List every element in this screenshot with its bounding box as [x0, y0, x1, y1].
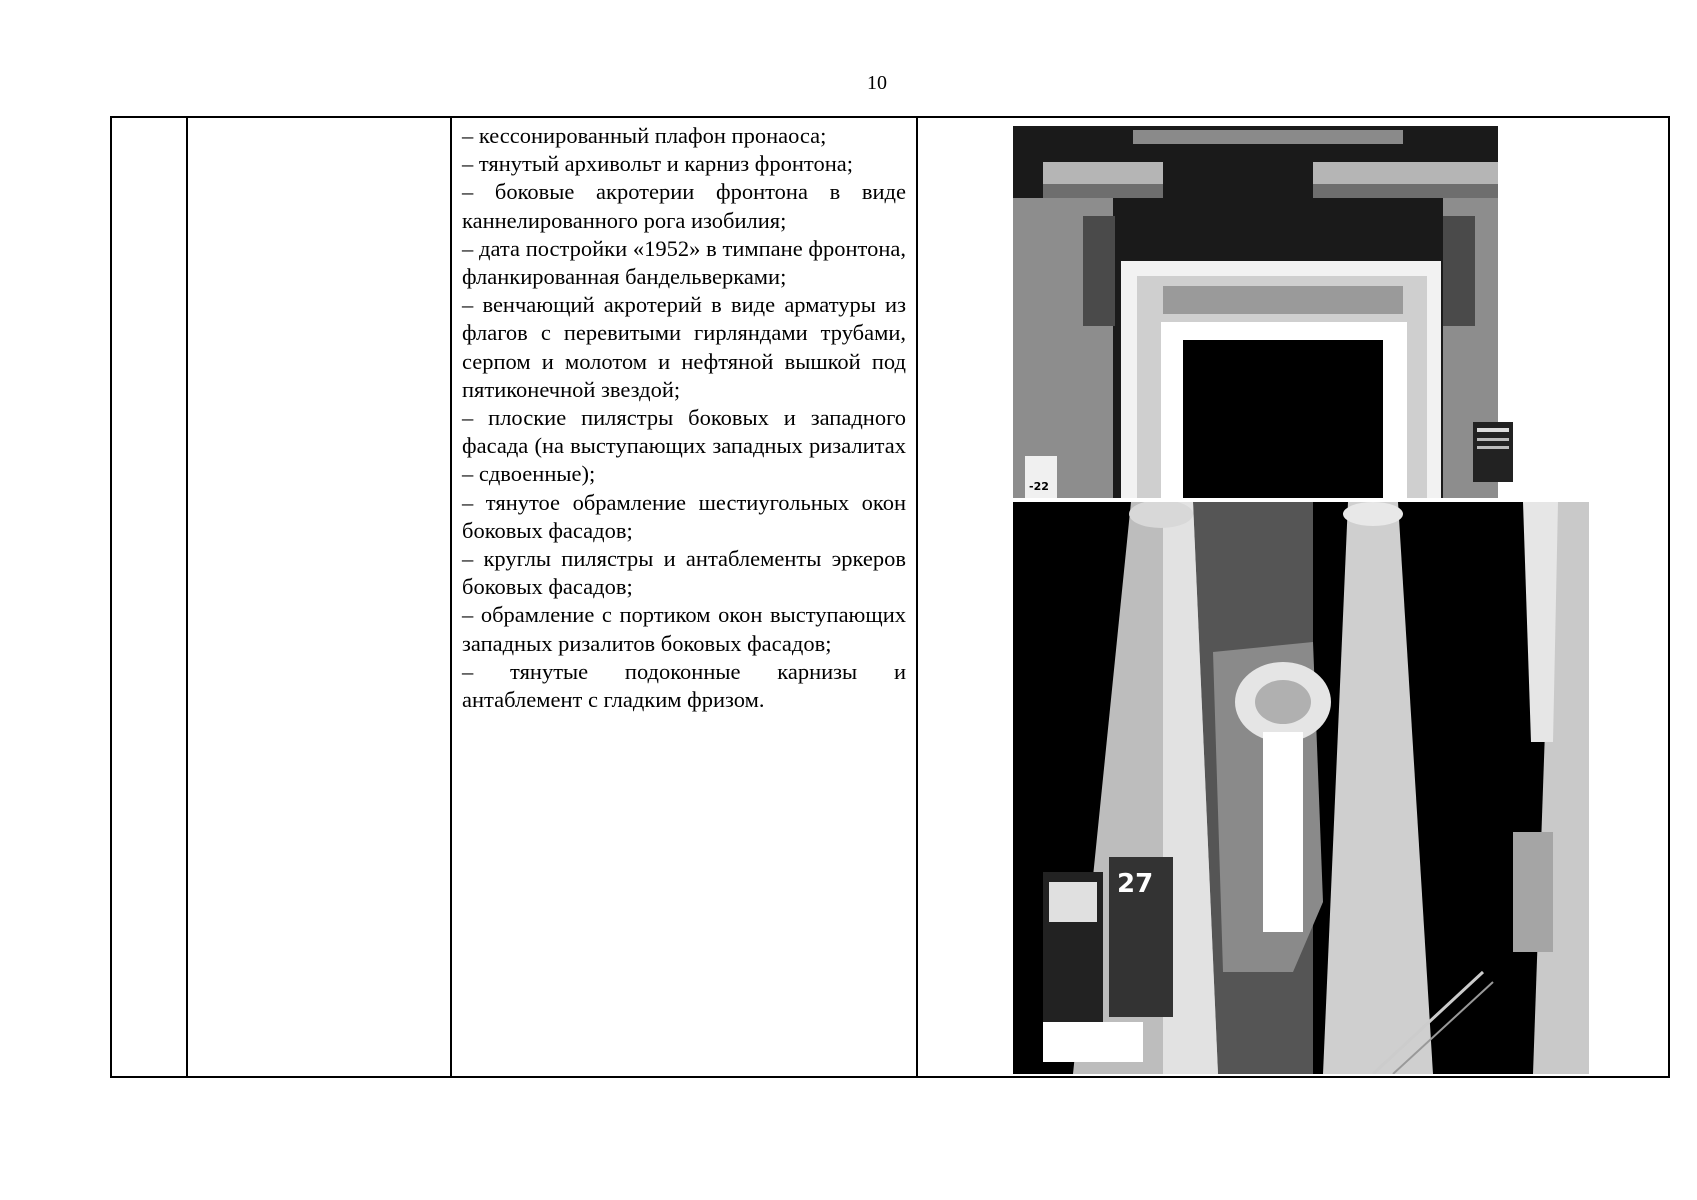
page-number: 10 — [867, 72, 887, 94]
list-item: – круглы пилястры и антаблементы эркеров боковых фасадов; — [462, 546, 906, 600]
elements-list-cell — [462, 122, 906, 714]
list-item: – венчающий акротерий в виде арматуры из флагов с перевитыми гирляндами трубами, серпом и молотом и нефтяной вышкой под пятиконечной звездой; — [462, 292, 906, 402]
list-item: – тянутый архивольт и карниз фронтона; — [462, 151, 853, 177]
table-bottom-border — [110, 1076, 1670, 1078]
document-table — [110, 116, 1670, 1078]
list-item: – тянутое обрамление шестиугольных окон боковых фасадов; — [462, 489, 906, 543]
list-item: – тянутые подоконные карнизы и антаблемент с гладким фризом. — [462, 658, 906, 713]
table-column-divider — [186, 116, 188, 1078]
table-column-divider — [916, 116, 918, 1078]
list-item: – кессонированный плафон пронаоса; — [462, 123, 827, 148]
plaque-sign-text: -22 — [1029, 480, 1049, 493]
list-item: – дата постройки «1952» в тимпане фронтона, фланкированная бандельверками; — [462, 235, 906, 290]
poster-number: 27 — [1117, 869, 1154, 899]
list-item: – боковые акротерии фронтона в виде каннелированного рога изобилия; — [462, 179, 906, 233]
portal-photo — [1013, 126, 1541, 498]
table-border-right — [1668, 116, 1670, 1078]
columns-photo — [1013, 502, 1589, 1074]
list-item: – обрамление с портиком окон выступающих западных ризалитов боковых фасадов; — [462, 602, 906, 656]
table-column-divider — [450, 116, 452, 1078]
list-item: – плоские пилястры боковых и западного фасада (на выступающих западных ризалитах – сдвоенные); — [462, 405, 906, 487]
table-border-left — [110, 116, 112, 1078]
table-top-border — [110, 116, 1670, 118]
